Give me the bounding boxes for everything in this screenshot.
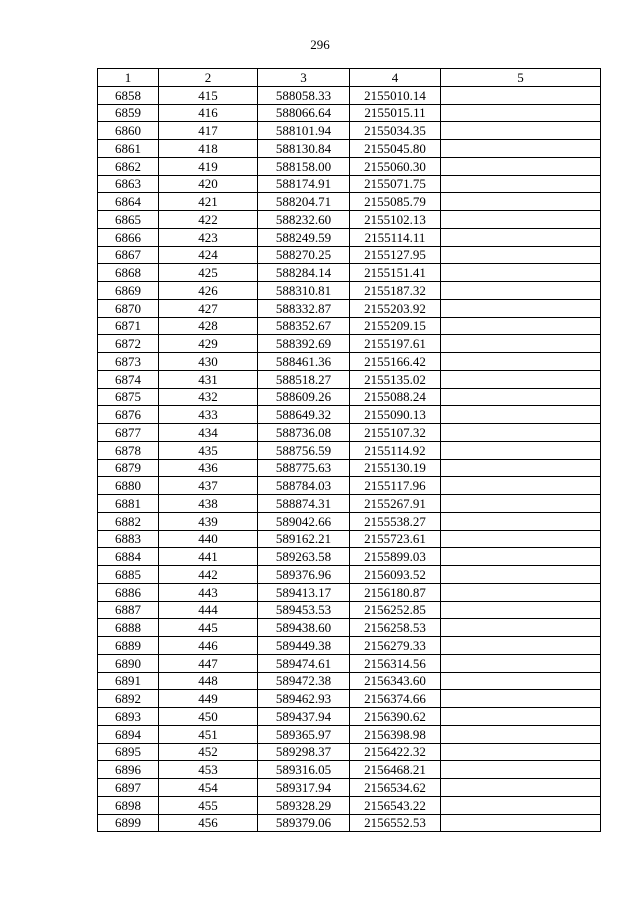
cell-coordinate-y: 2156390.62 (350, 708, 441, 726)
cell-coordinate-y: 2155197.61 (350, 335, 441, 353)
cell-coordinate-x: 588174.91 (258, 175, 350, 193)
table-header-row (98, 69, 601, 87)
table-row (98, 424, 601, 442)
cell-coordinate-y: 2156279.33 (350, 637, 441, 655)
table-row (98, 282, 601, 300)
cell-coordinate-y: 2155899.03 (350, 548, 441, 566)
cell-coordinate-y: 2155090.13 (350, 406, 441, 424)
cell-note (441, 566, 601, 584)
cell-note (441, 122, 601, 140)
cell-index: 440 (159, 530, 258, 548)
cell-index: 436 (159, 459, 258, 477)
table-row (98, 708, 601, 726)
cell-coordinate-y: 2156468.21 (350, 761, 441, 779)
cell-index: 424 (159, 246, 258, 264)
cell-point-number: 6883 (98, 530, 159, 548)
cell-coordinate-x: 588518.27 (258, 370, 350, 388)
cell-index: 446 (159, 637, 258, 655)
cell-coordinate-y: 2155085.79 (350, 193, 441, 211)
cell-note (441, 477, 601, 495)
cell-note (441, 583, 601, 601)
table-row (98, 193, 601, 211)
cell-coordinate-y: 2155127.95 (350, 246, 441, 264)
table-row (98, 175, 601, 193)
table-row (98, 743, 601, 761)
cell-note (441, 317, 601, 335)
cell-note (441, 246, 601, 264)
cell-index: 418 (159, 140, 258, 158)
cell-coordinate-x: 589449.38 (258, 637, 350, 655)
cell-point-number: 6864 (98, 193, 159, 211)
cell-index: 425 (159, 264, 258, 282)
cell-point-number: 6893 (98, 708, 159, 726)
cell-coordinate-x: 588756.59 (258, 441, 350, 459)
cell-index: 447 (159, 654, 258, 672)
cell-index: 426 (159, 282, 258, 300)
cell-note (441, 104, 601, 122)
cell-point-number: 6896 (98, 761, 159, 779)
table-row (98, 566, 601, 584)
cell-point-number: 6873 (98, 353, 159, 371)
table-row (98, 264, 601, 282)
cell-point-number: 6863 (98, 175, 159, 193)
table-row (98, 796, 601, 814)
cell-note (441, 672, 601, 690)
cell-coordinate-y: 2156093.52 (350, 566, 441, 584)
cell-point-number: 6876 (98, 406, 159, 424)
cell-index: 439 (159, 512, 258, 530)
cell-index: 430 (159, 353, 258, 371)
cell-coordinate-x: 589376.96 (258, 566, 350, 584)
cell-point-number: 6895 (98, 743, 159, 761)
cell-note (441, 228, 601, 246)
cell-note (441, 796, 601, 814)
cell-point-number: 6865 (98, 211, 159, 229)
cell-index: 453 (159, 761, 258, 779)
cell-index: 435 (159, 441, 258, 459)
cell-coordinate-x: 589437.94 (258, 708, 350, 726)
table-row (98, 530, 601, 548)
cell-coordinate-y: 2155045.80 (350, 140, 441, 158)
table-row (98, 140, 601, 158)
cell-note (441, 193, 601, 211)
table-row (98, 637, 601, 655)
cell-coordinate-x: 588284.14 (258, 264, 350, 282)
cell-coordinate-x: 589472.38 (258, 672, 350, 690)
cell-coordinate-x: 589379.06 (258, 814, 350, 832)
cell-coordinate-x: 588158.00 (258, 157, 350, 175)
cell-point-number: 6881 (98, 495, 159, 513)
cell-note (441, 619, 601, 637)
cell-coordinate-y: 2155114.11 (350, 228, 441, 246)
cell-note (441, 708, 601, 726)
table-row (98, 779, 601, 797)
cell-coordinate-y: 2155107.32 (350, 424, 441, 442)
cell-point-number: 6860 (98, 122, 159, 140)
cell-coordinate-y: 2155209.15 (350, 317, 441, 335)
coordinates-table (97, 68, 601, 832)
cell-coordinate-x: 588392.69 (258, 335, 350, 353)
cell-point-number: 6878 (98, 441, 159, 459)
cell-point-number: 6887 (98, 601, 159, 619)
table-row (98, 619, 601, 637)
table-row (98, 672, 601, 690)
cell-coordinate-x: 588249.59 (258, 228, 350, 246)
cell-coordinate-y: 2156252.85 (350, 601, 441, 619)
cell-index: 438 (159, 495, 258, 513)
cell-coordinate-x: 588609.26 (258, 388, 350, 406)
cell-coordinate-y: 2155166.42 (350, 353, 441, 371)
cell-index: 442 (159, 566, 258, 584)
cell-coordinate-x: 589462.93 (258, 690, 350, 708)
cell-coordinate-y: 2155114.92 (350, 441, 441, 459)
table-row (98, 441, 601, 459)
table-row (98, 317, 601, 335)
cell-coordinate-x: 588101.94 (258, 122, 350, 140)
table-body (98, 86, 601, 832)
cell-coordinate-x: 588736.08 (258, 424, 350, 442)
cell-point-number: 6885 (98, 566, 159, 584)
page-number: 296 (310, 37, 330, 52)
table-row (98, 601, 601, 619)
table-row (98, 157, 601, 175)
cell-coordinate-y: 2156543.22 (350, 796, 441, 814)
cell-coordinate-y: 2155071.75 (350, 175, 441, 193)
table-row (98, 86, 601, 104)
cell-coordinate-x: 589162.21 (258, 530, 350, 548)
table-row (98, 761, 601, 779)
cell-coordinate-x: 589413.17 (258, 583, 350, 601)
cell-index: 432 (159, 388, 258, 406)
cell-index: 427 (159, 299, 258, 317)
cell-coordinate-y: 2155151.41 (350, 264, 441, 282)
cell-coordinate-y: 2156258.53 (350, 619, 441, 637)
table-row (98, 654, 601, 672)
table-row (98, 246, 601, 264)
cell-index: 452 (159, 743, 258, 761)
cell-point-number: 6890 (98, 654, 159, 672)
cell-coordinate-x: 588332.87 (258, 299, 350, 317)
table-row (98, 512, 601, 530)
cell-coordinate-x: 589438.60 (258, 619, 350, 637)
cell-index: 456 (159, 814, 258, 832)
cell-coordinate-x: 589365.97 (258, 725, 350, 743)
cell-point-number: 6859 (98, 104, 159, 122)
cell-point-number: 6862 (98, 157, 159, 175)
cell-note (441, 743, 601, 761)
cell-coordinate-y: 2155130.19 (350, 459, 441, 477)
cell-point-number: 6879 (98, 459, 159, 477)
cell-coordinate-x: 588058.33 (258, 86, 350, 104)
cell-note (441, 601, 601, 619)
cell-index: 443 (159, 583, 258, 601)
cell-note (441, 654, 601, 672)
cell-note (441, 459, 601, 477)
table-row (98, 459, 601, 477)
cell-index: 428 (159, 317, 258, 335)
table-row (98, 477, 601, 495)
cell-index: 429 (159, 335, 258, 353)
cell-index: 431 (159, 370, 258, 388)
cell-note (441, 282, 601, 300)
cell-point-number: 6897 (98, 779, 159, 797)
cell-note (441, 779, 601, 797)
cell-index: 419 (159, 157, 258, 175)
cell-coordinate-y: 2156180.87 (350, 583, 441, 601)
column-header-4: 4 (350, 69, 441, 87)
cell-note (441, 637, 601, 655)
cell-note (441, 157, 601, 175)
cell-coordinate-x: 588784.03 (258, 477, 350, 495)
cell-note (441, 441, 601, 459)
cell-point-number: 6877 (98, 424, 159, 442)
cell-coordinate-x: 589453.53 (258, 601, 350, 619)
cell-coordinate-x: 589298.37 (258, 743, 350, 761)
cell-index: 451 (159, 725, 258, 743)
cell-point-number: 6874 (98, 370, 159, 388)
cell-coordinate-y: 2156422.32 (350, 743, 441, 761)
cell-note (441, 690, 601, 708)
cell-coordinate-x: 588204.71 (258, 193, 350, 211)
cell-note (441, 406, 601, 424)
cell-coordinate-x: 588461.36 (258, 353, 350, 371)
cell-note (441, 814, 601, 832)
cell-note (441, 370, 601, 388)
table-row (98, 370, 601, 388)
table-row (98, 228, 601, 246)
cell-note (441, 140, 601, 158)
cell-coordinate-y: 2155088.24 (350, 388, 441, 406)
cell-coordinate-x: 588352.67 (258, 317, 350, 335)
cell-point-number: 6892 (98, 690, 159, 708)
cell-coordinate-x: 589328.29 (258, 796, 350, 814)
cell-coordinate-x: 589042.66 (258, 512, 350, 530)
cell-index: 455 (159, 796, 258, 814)
cell-note (441, 512, 601, 530)
cell-index: 449 (159, 690, 258, 708)
table-row (98, 690, 601, 708)
cell-coordinate-y: 2155267.91 (350, 495, 441, 513)
cell-note (441, 530, 601, 548)
cell-coordinate-y: 2156398.98 (350, 725, 441, 743)
cell-point-number: 6870 (98, 299, 159, 317)
cell-coordinate-y: 2155203.92 (350, 299, 441, 317)
cell-coordinate-y: 2155034.35 (350, 122, 441, 140)
cell-coordinate-y: 2155187.32 (350, 282, 441, 300)
table-row (98, 211, 601, 229)
cell-coordinate-x: 588232.60 (258, 211, 350, 229)
cell-point-number: 6868 (98, 264, 159, 282)
cell-index: 415 (159, 86, 258, 104)
cell-coordinate-y: 2156552.53 (350, 814, 441, 832)
table-row (98, 814, 601, 832)
cell-note (441, 175, 601, 193)
cell-note (441, 353, 601, 371)
cell-coordinate-x: 588874.31 (258, 495, 350, 513)
table-row (98, 299, 601, 317)
cell-coordinate-y: 2155060.30 (350, 157, 441, 175)
column-header-3: 3 (258, 69, 350, 87)
column-header-1: 1 (98, 69, 159, 87)
table-row (98, 406, 601, 424)
cell-note (441, 299, 601, 317)
table-row (98, 104, 601, 122)
cell-index: 450 (159, 708, 258, 726)
cell-point-number: 6871 (98, 317, 159, 335)
cell-point-number: 6894 (98, 725, 159, 743)
cell-note (441, 264, 601, 282)
cell-index: 445 (159, 619, 258, 637)
table-row (98, 353, 601, 371)
column-header-5: 5 (441, 69, 601, 87)
table-row (98, 725, 601, 743)
cell-index: 454 (159, 779, 258, 797)
cell-note (441, 725, 601, 743)
cell-index: 433 (159, 406, 258, 424)
cell-coordinate-y: 2155010.14 (350, 86, 441, 104)
cell-coordinate-y: 2155538.27 (350, 512, 441, 530)
cell-coordinate-x: 588649.32 (258, 406, 350, 424)
cell-coordinate-x: 588775.63 (258, 459, 350, 477)
cell-coordinate-y: 2155015.11 (350, 104, 441, 122)
cell-point-number: 6899 (98, 814, 159, 832)
cell-point-number: 6858 (98, 86, 159, 104)
cell-point-number: 6872 (98, 335, 159, 353)
cell-note (441, 86, 601, 104)
cell-coordinate-x: 588130.84 (258, 140, 350, 158)
cell-coordinate-y: 2156374.66 (350, 690, 441, 708)
cell-index: 437 (159, 477, 258, 495)
table-row (98, 335, 601, 353)
cell-note (441, 424, 601, 442)
cell-coordinate-x: 588270.25 (258, 246, 350, 264)
cell-note (441, 335, 601, 353)
table-row (98, 495, 601, 513)
cell-coordinate-x: 588066.64 (258, 104, 350, 122)
cell-coordinate-y: 2155117.96 (350, 477, 441, 495)
cell-note (441, 211, 601, 229)
cell-point-number: 6869 (98, 282, 159, 300)
cell-point-number: 6880 (98, 477, 159, 495)
cell-point-number: 6891 (98, 672, 159, 690)
table-row (98, 122, 601, 140)
cell-point-number: 6867 (98, 246, 159, 264)
cell-index: 448 (159, 672, 258, 690)
cell-note (441, 388, 601, 406)
cell-point-number: 6886 (98, 583, 159, 601)
cell-coordinate-y: 2155135.02 (350, 370, 441, 388)
cell-point-number: 6882 (98, 512, 159, 530)
cell-index: 420 (159, 175, 258, 193)
cell-point-number: 6861 (98, 140, 159, 158)
cell-index: 423 (159, 228, 258, 246)
cell-point-number: 6875 (98, 388, 159, 406)
cell-point-number: 6866 (98, 228, 159, 246)
cell-coordinate-y: 2155723.61 (350, 530, 441, 548)
column-header-2: 2 (159, 69, 258, 87)
cell-coordinate-x: 589316.05 (258, 761, 350, 779)
cell-coordinate-x: 589474.61 (258, 654, 350, 672)
table-row (98, 583, 601, 601)
cell-coordinate-x: 589317.94 (258, 779, 350, 797)
cell-coordinate-y: 2155102.13 (350, 211, 441, 229)
cell-point-number: 6884 (98, 548, 159, 566)
cell-index: 434 (159, 424, 258, 442)
table-row (98, 388, 601, 406)
cell-coordinate-y: 2156314.56 (350, 654, 441, 672)
cell-point-number: 6898 (98, 796, 159, 814)
cell-index: 444 (159, 601, 258, 619)
cell-index: 422 (159, 211, 258, 229)
cell-point-number: 6888 (98, 619, 159, 637)
cell-index: 421 (159, 193, 258, 211)
cell-note (441, 548, 601, 566)
cell-note (441, 495, 601, 513)
cell-note (441, 761, 601, 779)
cell-coordinate-x: 589263.58 (258, 548, 350, 566)
cell-index: 441 (159, 548, 258, 566)
table-row (98, 548, 601, 566)
cell-coordinate-y: 2156343.60 (350, 672, 441, 690)
cell-coordinate-x: 588310.81 (258, 282, 350, 300)
cell-coordinate-y: 2156534.62 (350, 779, 441, 797)
cell-index: 416 (159, 104, 258, 122)
cell-index: 417 (159, 122, 258, 140)
cell-point-number: 6889 (98, 637, 159, 655)
